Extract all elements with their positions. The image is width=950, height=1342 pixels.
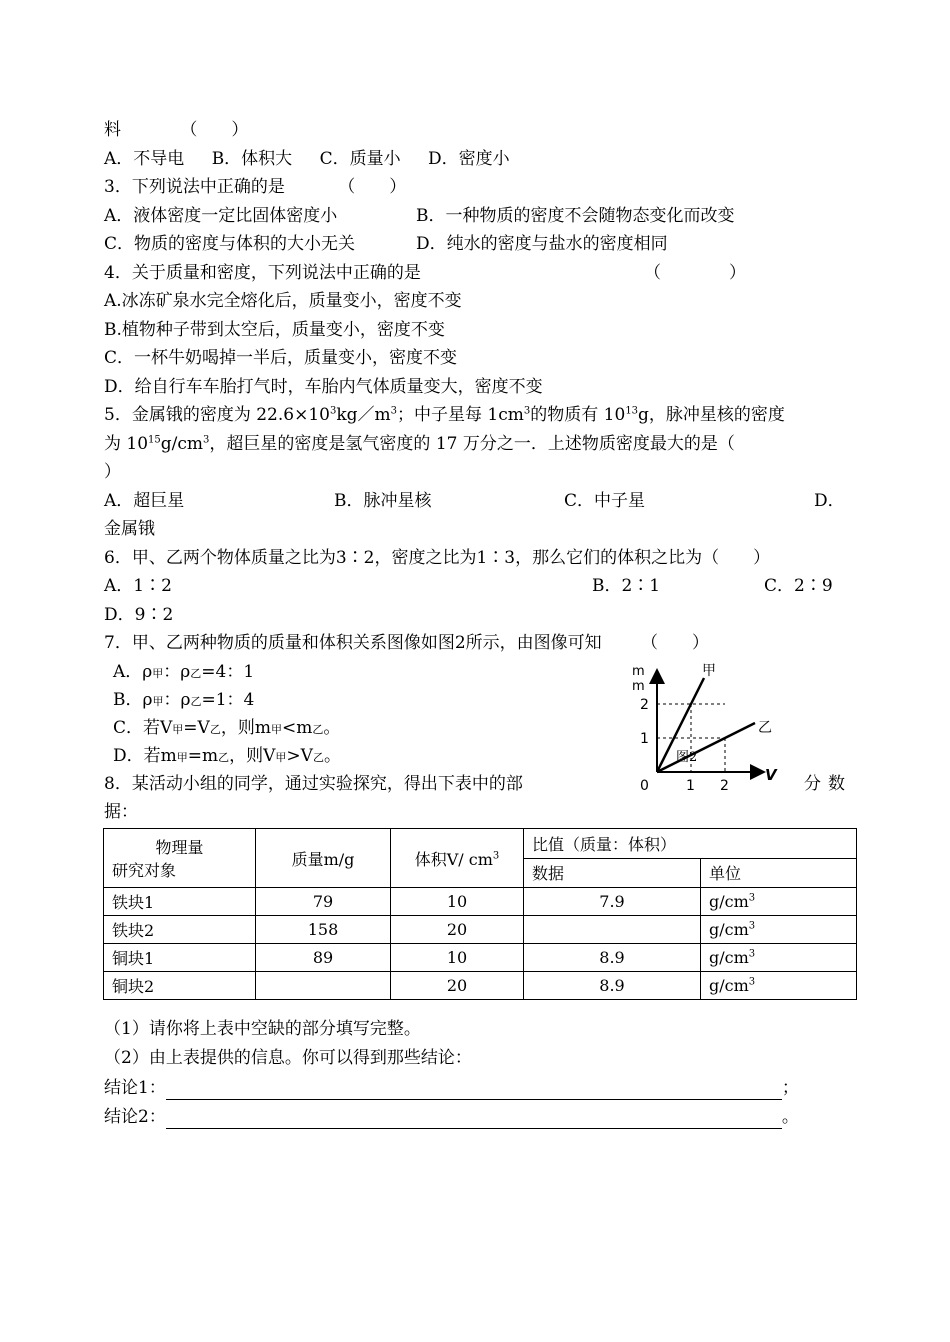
q3-stem <box>104 175 406 199</box>
q5-exponent: 3 <box>523 405 531 417</box>
cell-ratio: 7.9 <box>524 888 701 916</box>
q7-text: 。 <box>323 718 341 738</box>
q7-subscript: 甲 <box>152 695 164 708</box>
cell-mass <box>256 972 391 1000</box>
q8-stem-text: 8．某活动小组的同学，通过实验探究，得出下表中的部 <box>104 774 523 794</box>
q7-text: B．ρ <box>113 690 153 710</box>
x-axis-label: V <box>765 766 777 784</box>
q7-subscript: 甲 <box>270 723 282 736</box>
y-tick-label: 2 <box>640 697 649 713</box>
conclusion-1-label: 结论1： <box>104 1078 166 1098</box>
q8-stem <box>104 772 523 796</box>
q7-text: =m <box>187 746 219 766</box>
instruction-2: （2）由上表提供的信息。你可以得到那些结论： <box>104 1048 472 1068</box>
q5-text: 的物质有 10 <box>530 405 626 425</box>
origin-label: 0 <box>640 778 649 794</box>
q3-option-c: C．物质的密度与体积的大小无关 <box>104 234 356 254</box>
q7-text: 。 <box>323 746 341 766</box>
cell-ratio: 8.9 <box>524 972 701 1000</box>
q5-exponent: 3 <box>390 405 398 417</box>
mass-volume-graph <box>612 662 792 797</box>
y-tick-label: 1 <box>640 731 649 747</box>
data-table <box>103 828 857 1000</box>
table-row <box>104 888 857 916</box>
cell-name: 铁块2 <box>104 916 256 944</box>
q7-text: ：ρ <box>163 662 191 682</box>
cell-unit-text: g/cm <box>709 920 749 939</box>
q7-text: C．若V <box>113 718 173 738</box>
q5-line-1 <box>104 403 785 427</box>
header-quantity: 物理量 <box>155 838 204 857</box>
q5-text: kg／m <box>336 405 391 425</box>
q6-option-b: B．2∶1 <box>592 576 661 596</box>
cell-volume: 10 <box>391 888 524 916</box>
q7-text: >V <box>286 746 313 766</box>
figure-caption: 图2 <box>676 750 698 765</box>
table-row <box>104 944 857 972</box>
q5-line-2 <box>104 432 735 456</box>
cell-unit <box>701 944 857 972</box>
q3-options-cd <box>104 232 668 256</box>
conclusion-2-blank[interactable] <box>166 1110 782 1129</box>
q7-text: A．ρ <box>113 662 153 682</box>
y-axis-label: m <box>632 679 645 694</box>
header-volume-sup: 3 <box>492 850 500 862</box>
y-axis-label: m <box>632 664 645 679</box>
cell-name: 铁块1 <box>104 888 256 916</box>
cell-unit <box>701 888 857 916</box>
cell-volume: 20 <box>391 916 524 944</box>
cell-mass: 158 <box>256 916 391 944</box>
q7-subscript: 乙 <box>218 751 230 764</box>
q7-stem-text: 7．甲、乙两种物质的质量和体积关系图像如图2所示，由图像可知 <box>104 633 602 653</box>
q4-option-a: A.冰冻矿泉水完全熔化后，质量变小，密度不变 <box>104 291 462 311</box>
conclusion-1-end: ； <box>781 1078 799 1098</box>
header-data: 数据 <box>524 858 701 888</box>
q6-option-c: C．2∶9 <box>764 576 833 596</box>
q5-text: ，超巨星的密度是氢气密度的 17 万分之一．上述物质密度最大的是（ <box>209 434 735 454</box>
cell-unit-sup: 3 <box>748 948 756 960</box>
cell-name: 铜块2 <box>104 972 256 1000</box>
q2-option-d: D．密度小 <box>428 149 510 169</box>
conclusion-2 <box>104 1105 799 1129</box>
q3-answer-paren: （ ） <box>338 177 407 197</box>
q5-text: g/cm <box>160 434 204 454</box>
cell-unit-sup: 3 <box>748 892 756 904</box>
q7-subscript: 乙 <box>190 695 202 708</box>
q5-text: 5．金属锇的密度为 22.6×10 <box>104 405 330 425</box>
cell-volume: 20 <box>391 972 524 1000</box>
q2-tail <box>104 118 248 142</box>
q7-text: ，则m <box>220 718 271 738</box>
cell-unit-text: g/cm <box>709 892 749 911</box>
x-tick-label: 1 <box>686 778 695 794</box>
q7-subscript: 甲 <box>152 667 164 680</box>
q7-text: =1：4 <box>201 690 255 710</box>
conclusion-1-blank[interactable] <box>166 1081 782 1100</box>
q4-stem-text: 4．关于质量和密度，下列说法中正确的是 <box>104 263 421 283</box>
q7-option-b <box>113 688 254 714</box>
q5-option-d: D． <box>814 491 845 511</box>
q5-exponent: 13 <box>625 405 639 417</box>
cell-ratio: 8.9 <box>524 944 701 972</box>
q5-text: 为 10 <box>104 434 149 454</box>
conclusion-2-end: 。 <box>781 1107 799 1127</box>
q3-option-d: D．纯水的密度与盐水的密度相同 <box>416 234 668 254</box>
q2-option-a: A．不导电 <box>104 149 185 169</box>
q5-exponent: 3 <box>203 434 210 446</box>
q2-option-c: C．质量小 <box>319 149 401 169</box>
table-row <box>104 916 857 944</box>
line-yi <box>657 723 755 772</box>
q7-subscript: 乙 <box>312 723 324 736</box>
q8-stem-wrap: 据： <box>104 802 138 822</box>
table-row <box>104 972 857 1000</box>
header-volume <box>391 829 524 888</box>
cell-ratio <box>524 916 701 944</box>
q5-answer-paren-close: ） <box>104 462 121 482</box>
q7-subscript: 甲 <box>176 751 188 764</box>
q7-subscript: 乙 <box>190 667 202 680</box>
q7-subscript: 甲 <box>172 723 184 736</box>
q7-text: ，则V <box>229 746 276 766</box>
cell-unit-text: g/cm <box>709 948 749 967</box>
q8-stem-tail: 分数 <box>804 774 852 794</box>
header-unit: 单位 <box>701 858 857 888</box>
q5-exponent: 15 <box>148 434 161 446</box>
line-jia-label: 甲 <box>702 663 716 679</box>
q6-option-d: D．9∶2 <box>104 605 174 625</box>
q2-tail-text: 料 <box>104 120 121 140</box>
q4-option-b: B.植物种子带到太空后，质量变小，密度不变 <box>104 320 445 340</box>
q7-answer-paren: （ ） <box>641 633 710 653</box>
cell-unit-sup: 3 <box>748 976 756 988</box>
q2-options <box>104 147 510 171</box>
q3-option-a: A．液体密度一定比固体密度小 <box>104 206 338 226</box>
q6-option-a: A．1∶2 <box>104 576 172 596</box>
q7-text: =V <box>183 718 210 738</box>
header-object <box>104 829 256 888</box>
cell-unit-sup: 3 <box>748 920 756 932</box>
q7-text: =4：1 <box>201 662 255 682</box>
q7-subscript: 乙 <box>312 751 324 764</box>
q5-text: ；中子星每 1cm <box>397 405 524 425</box>
cell-mass: 79 <box>256 888 391 916</box>
q7-subscript: 甲 <box>275 751 287 764</box>
q7-text: <m <box>281 718 313 738</box>
q5-option-c: C．中子星 <box>564 491 646 511</box>
cell-unit <box>701 972 857 1000</box>
q7-text: D．若m <box>113 746 177 766</box>
line-yi-label: 乙 <box>758 720 772 736</box>
q7-text: ：ρ <box>163 690 191 710</box>
q5-option-b: B．脉冲星核 <box>334 491 432 511</box>
header-research-object: 研究对象 <box>112 861 177 880</box>
q7-subscript: 乙 <box>209 723 221 736</box>
q7-option-c <box>113 716 340 742</box>
q6-stem: 6．甲、乙两个物体质量之比为3∶2，密度之比为1∶3，那么它们的体积之比为（ ） <box>104 548 771 568</box>
q3-options-ab <box>104 204 735 228</box>
conclusion-2-label: 结论2： <box>104 1107 166 1127</box>
cell-name: 铜块1 <box>104 944 256 972</box>
q3-stem-text: 3．下列说法中正确的是 <box>104 177 285 197</box>
q5-option-d-wrap: 金属锇 <box>104 519 155 539</box>
q7-option-a <box>113 660 254 686</box>
cell-mass: 89 <box>256 944 391 972</box>
cell-unit <box>701 916 857 944</box>
q3-option-b: B．一种物质的密度不会随物态变化而改变 <box>416 206 735 226</box>
q5-exponent: 3 <box>329 405 337 417</box>
header-ratio: 比值（质量：体积） <box>524 829 857 859</box>
q4-option-c: C．一杯牛奶喝掉一半后，质量变小，密度不变 <box>104 348 458 368</box>
q5-option-a: A．超巨星 <box>104 491 185 511</box>
instruction-1: （1）请你将上表中空缺的部分填写完整。 <box>104 1019 421 1039</box>
header-volume-text: 体积V/ cm <box>414 849 493 869</box>
x-tick-label: 2 <box>720 778 729 794</box>
q4-option-d: D．给自行车车胎打气时，车胎内气体质量变大，密度不变 <box>104 377 543 397</box>
q5-options <box>104 489 845 513</box>
q4-stem <box>104 261 746 285</box>
conclusion-1 <box>104 1076 799 1100</box>
cell-volume: 10 <box>391 944 524 972</box>
q6-options <box>104 574 833 598</box>
q5-text: g，脉冲星核的密度 <box>638 405 785 425</box>
header-mass: 质量m/g <box>256 829 391 888</box>
q2-answer-paren: （ ） <box>180 120 249 140</box>
q2-option-b: B．体积大 <box>211 149 293 169</box>
cell-unit-text: g/cm <box>709 976 749 995</box>
q7-option-d <box>113 744 341 770</box>
q7-stem <box>104 631 709 655</box>
q4-answer-paren: （ ） <box>644 263 746 283</box>
